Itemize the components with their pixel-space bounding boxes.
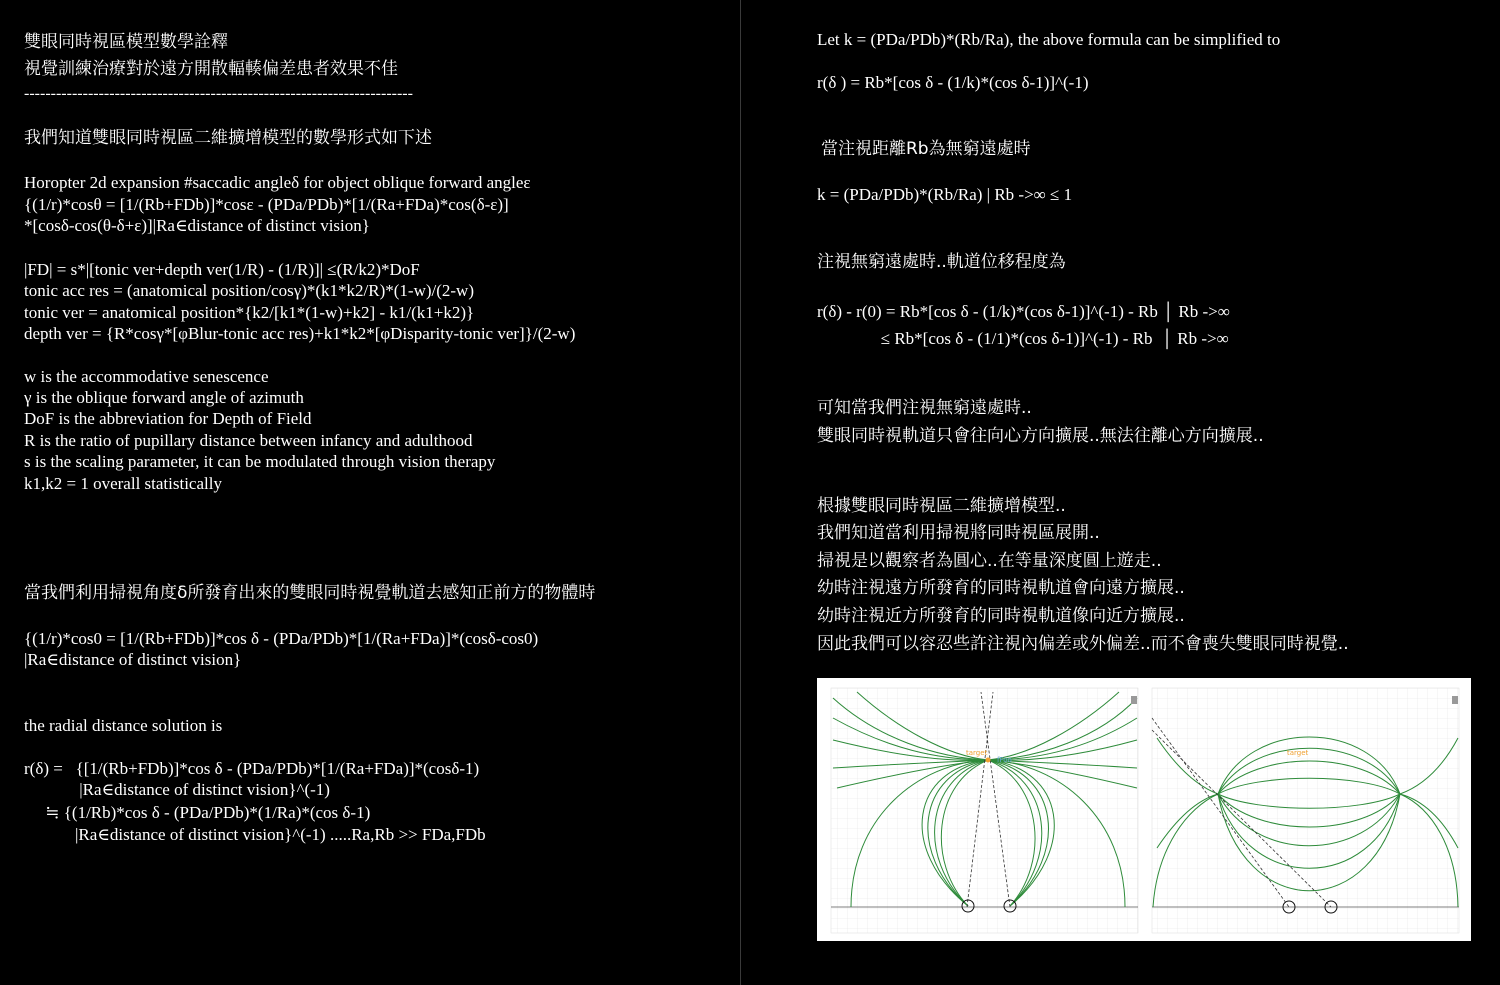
- model-line-1: 根據雙眼同時視區二維擴增模型..: [817, 496, 1066, 516]
- displacement-line-1: r(δ) - r(0) = Rb*[cos δ - (1/k)*(cos δ-1)]^(-1) - Rb │ Rb ->∞: [817, 302, 1230, 321]
- displacement-heading: 注視無窮遠處時..軌道位移程度為: [817, 252, 1066, 272]
- model-line-5: 幼時注視近方所發育的同時視軌道像向近方擴展..: [817, 606, 1185, 626]
- left-plot-corner-mark: [1131, 696, 1137, 704]
- radial-line-4: |Ra∈distance of distinct vision}^(-1) .....Ra,Rb >> FDa,FDb: [24, 825, 486, 844]
- definition-2: γ is the oblique forward angle of azimuth: [24, 388, 304, 407]
- left-page: [0, 0, 740, 985]
- model-line-3: 掃視是以觀察者為圓心..在等量深度圓上遊走..: [817, 551, 1162, 571]
- horopter-line-1: Horopter 2d expansion #saccadic angleδ for object oblique forward angleε: [24, 173, 531, 192]
- definition-6: k1,k2 = 1 overall statistically: [24, 474, 222, 493]
- definition-4: R is the ratio of pupillary distance between infancy and adulthood: [24, 431, 473, 450]
- right-plot-panel: [1152, 688, 1459, 933]
- horopter-plots: [817, 678, 1471, 941]
- fd-line-1: |FD| = s*|[tonic ver+depth ver(1/R) - (1/R)]| ≤(R/k2)*DoF: [24, 260, 420, 279]
- left-ffoo-label: fFoo: [997, 756, 1012, 764]
- infinite-heading: 當注視距離Rb為無窮遠處時: [821, 139, 1031, 159]
- model-line-4: 幼時注視遠方所發育的同時視軌道會向遠方擴展..: [817, 578, 1185, 598]
- k-limit: k = (PDa/PDb)*(Rb/Ra) | Rb ->∞ ≤ 1: [817, 185, 1073, 204]
- let-k-text: Let k = (PDa/PDb)*(Rb/Ra), the above formula can be simplified to: [817, 30, 1281, 49]
- model-line-2: 我們知道當利用掃視將同時視區展開..: [817, 523, 1100, 543]
- left-plot-panel: [831, 688, 1138, 933]
- dashed-rule: -------------------------------------------------------------------------: [24, 85, 413, 102]
- radial-line-3: ≒ {(1/Rb)*cos δ - (PDa/PDb)*(1/Ra)*(cos δ-1): [24, 803, 371, 822]
- left-target-label: target: [966, 749, 988, 757]
- horopter-figure: [817, 678, 1471, 941]
- radial-heading: the radial distance solution is: [24, 716, 223, 735]
- conclusion-line-2: 雙眼同時視軌道只會往向心方向擴展..無法往離心方向擴展..: [817, 426, 1264, 446]
- horopter-line-3: *[cosδ-cos(θ-δ+ε)]|Ra∈distance of distinct vision}: [24, 216, 370, 235]
- title-line-2: 視覺訓練治療對於遠方開散輻輳偏差患者效果不佳: [24, 59, 398, 79]
- conclusion-line-1: 可知當我們注視無窮遠處時..: [817, 398, 1032, 418]
- horopter-line-2: {(1/r)*cosθ = [1/(Rb+FDb)]*cosε - (PDa/PDb)*[1/(Ra+FDa)*cos(δ-ε)]: [24, 195, 509, 214]
- right-plot-corner-mark: [1452, 696, 1458, 704]
- r-formula: r(δ ) = Rb*[cos δ - (1/k)*(cos δ-1)]^(-1): [817, 73, 1089, 92]
- front-line-1: {(1/r)*cos0 = [1/(Rb+FDb)]*cos δ - (PDa/PDb)*[1/(Ra+FDa)]*(cosδ-cos0): [24, 629, 539, 648]
- fd-line-3: tonic ver = anatomical position*{k2/[k1*(1-w)+k2] - k1/(k1+k2)}: [24, 303, 475, 322]
- title-line-1: 雙眼同時視區模型數學詮釋: [24, 32, 228, 52]
- fd-line-2: tonic acc res = (anatomical position/cosγ)*(k1*k2/R)*(1-w)/(2-w): [24, 281, 474, 300]
- fd-line-4: depth ver = {R*cosγ*[φBlur-tonic acc res)+k1*k2*[φDisparity-tonic ver]}/(2-w): [24, 324, 576, 343]
- saccade-heading: 當我們利用掃視角度δ所發育出來的雙眼同時視覺軌道去感知正前方的物體時: [24, 583, 596, 603]
- model-line-6: 因此我們可以容忍些許注視內偏差或外偏差..而不會喪失雙眼同時視覺..: [817, 634, 1349, 654]
- left-target-dot: [986, 758, 991, 763]
- definition-5: s is the scaling parameter, it can be modulated through vision therapy: [24, 452, 496, 471]
- definition-3: DoF is the abbreviation for Depth of Field: [24, 409, 312, 428]
- intro-text: 我們知道雙眼同時視區二維擴增模型的數學形式如下述: [24, 128, 432, 148]
- radial-line-2: |Ra∈distance of distinct vision}^(-1): [24, 780, 330, 799]
- radial-line-1: r(δ) = {[1/(Rb+FDb)]*cos δ - (PDa/PDb)*[1/(Ra+FDa)]*(cosδ-1): [24, 759, 480, 778]
- definition-1: w is the accommodative senescence: [24, 367, 269, 386]
- right-target-label: target: [1287, 749, 1309, 757]
- displacement-line-2: ≤ Rb*[cos δ - (1/1)*(cos δ-1)]^(-1) - Rb │ Rb ->∞: [817, 329, 1229, 348]
- front-line-2: |Ra∈distance of distinct vision}: [24, 650, 242, 669]
